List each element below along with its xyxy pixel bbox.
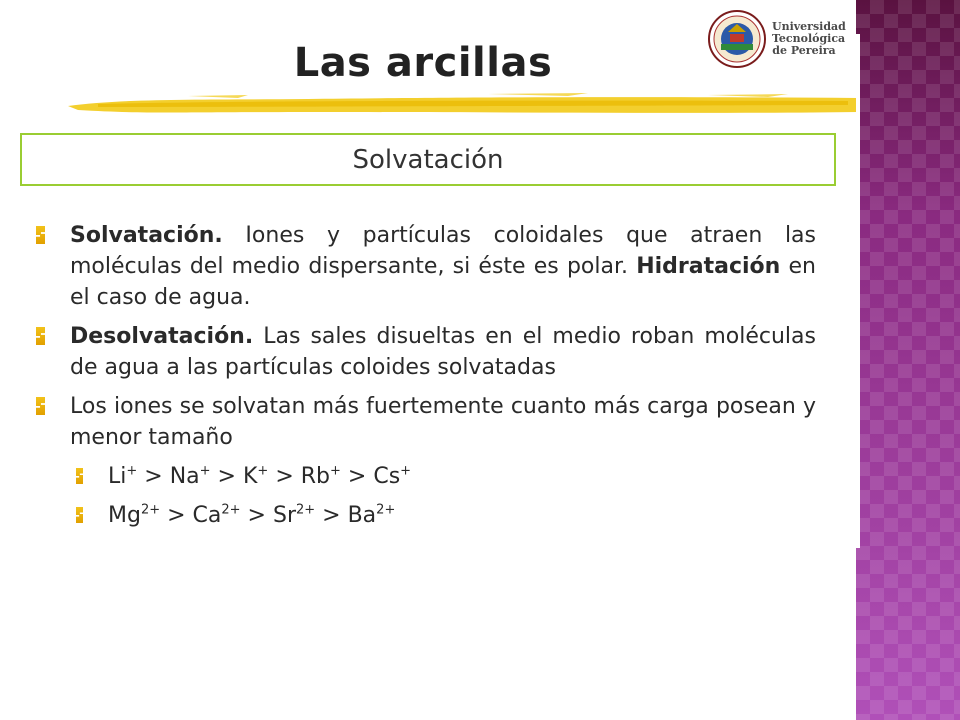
logo-line-3: de Pereira (772, 44, 836, 57)
ion-charge: 2+ (140, 502, 161, 518)
bullet-icon (36, 327, 45, 345)
term-desolvatacion: Desolvatación. (70, 324, 254, 349)
ion-charge: + (400, 463, 412, 479)
ion-charge: 2+ (376, 502, 396, 518)
ion-charge: 2+ (296, 502, 316, 518)
term-hidratacion: Hidratación (636, 254, 781, 279)
ion-charge: + (126, 463, 138, 479)
decorative-side-band (856, 0, 960, 720)
ion-symbol: Ba (347, 503, 377, 528)
definition-desolvatacion: Las sales disueltas en el medio roban moléculas de agua a las partículas coloides solvatadas (70, 324, 816, 380)
ion-symbol: Cs (373, 464, 401, 489)
term-solvatacion: Solvatación. (70, 223, 223, 248)
ion-charge: + (199, 463, 211, 479)
greater-than-sign: > (315, 503, 348, 528)
logo-line-1: Universidad (772, 20, 846, 33)
bullet-list (36, 220, 816, 539)
greater-than-sign: > (268, 464, 301, 489)
ion-symbol: Na (169, 464, 200, 489)
bullet-icon (76, 507, 83, 523)
greater-than-sign: > (340, 464, 374, 489)
ion-solvation-rule: Los iones se solvatan más fuertemente cuanto más carga posean y menor tamaño (70, 394, 816, 450)
ion-series-divalent (108, 500, 816, 531)
greater-than-sign: > (160, 503, 193, 528)
list-item (36, 220, 816, 313)
ion-symbol: Mg (108, 503, 141, 528)
bullet-icon (36, 397, 45, 415)
yellow-brush-underline (68, 90, 858, 118)
logo-line-2: Tecnológica (772, 32, 846, 45)
sub-list-item (36, 500, 816, 531)
list-item (36, 321, 816, 383)
section-box: Solvatación (20, 133, 836, 186)
ion-symbol: Li (108, 464, 127, 489)
ion-symbol: Sr (272, 503, 296, 528)
greater-than-sign: > (240, 503, 273, 528)
greater-than-sign: > (137, 464, 170, 489)
ion-symbol: Ca (192, 503, 222, 528)
ion-symbol: Rb (300, 464, 331, 489)
sub-list-item (36, 461, 816, 492)
ion-charge: + (257, 463, 269, 479)
definition-hidratacion: en el caso de agua. (70, 254, 816, 310)
ion-charge: 2+ (221, 502, 241, 518)
bullet-icon (76, 468, 83, 484)
greater-than-sign: > (210, 464, 243, 489)
slide-title: Las arcillas (293, 40, 553, 86)
ion-charge: + (330, 463, 341, 479)
list-item (36, 391, 816, 453)
side-band-edge (856, 34, 860, 548)
bullet-icon (36, 226, 45, 244)
ion-series-monovalent (108, 461, 816, 492)
definition-solvatacion: Iones y partículas coloidales que atraen las moléculas del medio dispersante, si éste es polar. (70, 223, 816, 279)
ion-symbol: K (242, 464, 258, 489)
